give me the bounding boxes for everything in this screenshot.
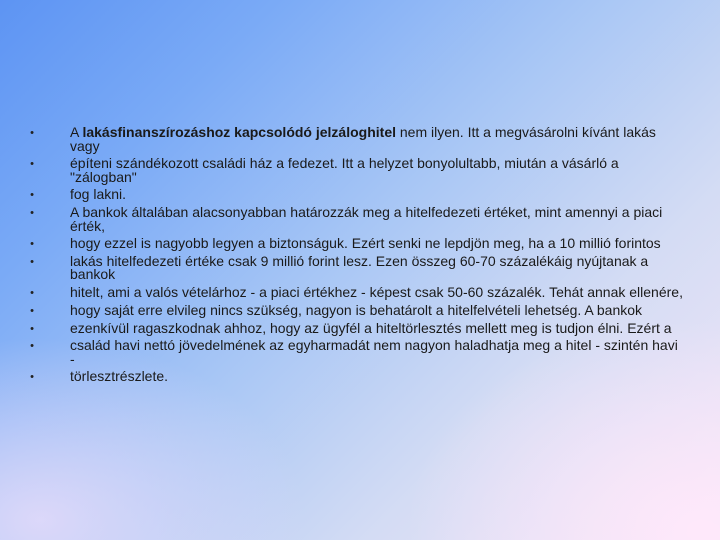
bullet-item xyxy=(26,301,686,318)
bullet-item xyxy=(26,206,686,233)
bullet-text: ezenkívül ragaszkodnak ahhoz, hogy az ügyfél a hiteltörlesztés mellett meg is tudjon élni. Ezért a xyxy=(70,319,672,336)
bullet-item xyxy=(26,252,686,283)
bullet-dot-icon: • xyxy=(30,127,34,139)
bullet-text: család havi nettó jövedelmének az egyharmadát nem nagyon haladhatja meg a hitel - szintén havi - xyxy=(70,337,678,367)
bullet-dot-icon: • xyxy=(30,287,34,300)
bullet-item xyxy=(26,188,686,202)
bullet-text: hogy ezzel is nagyobb legyen a biztonságuk. Ezért senki ne lepdjön meg, ha a 10 millió forintos xyxy=(70,235,661,252)
bullet-dot-icon: • xyxy=(30,238,34,251)
bullet-dot-icon: • xyxy=(30,340,34,353)
bullet-text: fog lakni. xyxy=(70,186,127,203)
bullet-list xyxy=(26,126,686,384)
bullet-item xyxy=(26,237,686,251)
bullet-text: lakás hitelfedezeti értéke csak 9 millió forint lesz. Ezen összeg 60-70 százalékáig nyújtanak a bankok xyxy=(70,252,649,283)
bullet-text: A bankok általában alacsonyabban határozzák meg a hitelfedezeti értéket, mint amennyi a piaci érték, xyxy=(70,204,663,234)
bullet-dot-icon: • xyxy=(30,158,34,171)
bullet-dot-icon: • xyxy=(30,207,34,220)
bullet-dot-icon: • xyxy=(30,189,34,202)
bullet-item xyxy=(26,370,686,384)
bullet-item xyxy=(26,339,686,366)
bullet-dot-icon: • xyxy=(30,255,34,268)
bullet-text: hitelt, ami a valós vételárhoz - a piaci értékhez - képest csak 50-60 százalék. Tehát annak ellenére, xyxy=(70,284,683,301)
bullet-text: törlesztrészlete. xyxy=(70,368,169,385)
bullet-item xyxy=(26,126,686,153)
bullet-text: A lakásfinanszírozáshoz kapcsolódó jelzáloghitel nem ilyen. Itt a megvásárolni kívánt lakás vagy xyxy=(70,124,656,154)
bullet-dot-icon: • xyxy=(30,371,34,384)
bullet-item xyxy=(26,319,686,336)
bullet-text: hogy saját erre elvileg nincs szükség, nagyon is behatárolt a hitelfelvételi lehetség. A bankok xyxy=(70,301,643,318)
bullet-item xyxy=(26,157,686,184)
bullet-dot-icon: • xyxy=(30,322,34,335)
bullet-item xyxy=(26,286,686,300)
bold-phrase: lakásfinanszírozáshoz kapcsolódó jelzáloghitel xyxy=(82,124,396,140)
bullet-dot-icon: • xyxy=(30,304,34,317)
bullet-text: építeni szándékozott családi ház a fedezet. Itt a helyzet bonyolultabb, miután a vásárló a "zálogban" xyxy=(70,155,619,185)
